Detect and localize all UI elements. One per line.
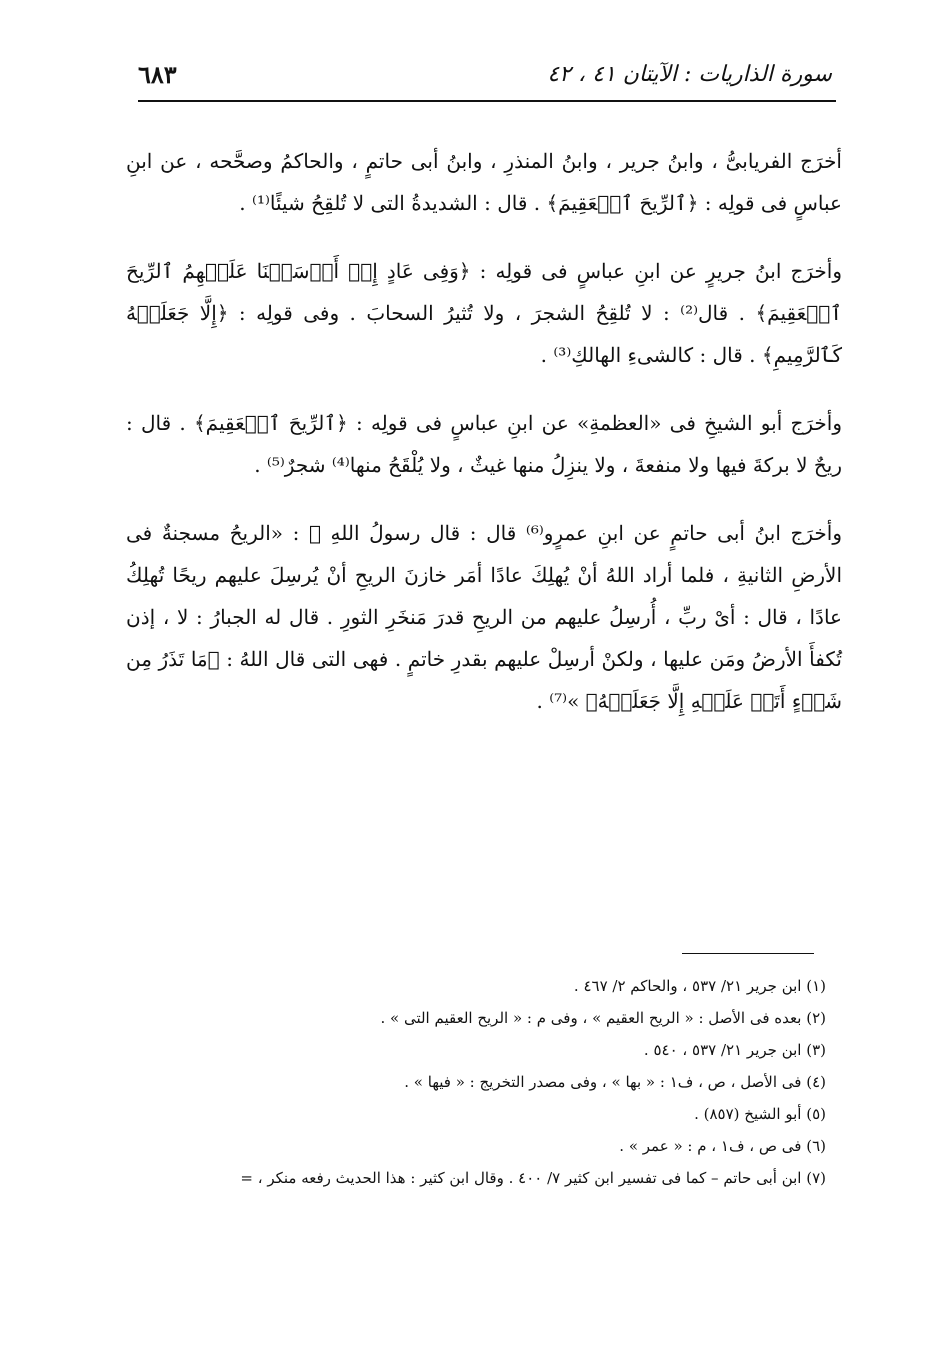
- footnote: (٧) ابن أبى حاتم – كما فى تفسير ابن كثير ٧/ ٤٠٠ . وقال ابن كثير : هذا الحديث رفعه منكر ، =: [240, 1169, 826, 1187]
- footnote: (٥) أبو الشيخ (٨٥٧) .: [694, 1105, 826, 1123]
- page-number: ٦٨٣: [138, 60, 177, 89]
- footnote: (٢) بعده فى الأصل : « الريح العقيم » ، وفى م : « الريح العقيم التى » .: [380, 1009, 826, 1027]
- paragraph: وأخرَج أبو الشيخِ فى «العظمةِ» عن ابنِ عباسٍ فى قولِه : ﴿ٱلرِّيحَ ٱلۡعَقِيمَ﴾ . قال : ريحٌ لا بركةَ فيها ولا منفعةَ ، ولا ينزِلُ منها غيثٌ ، ولا يُلْقَحُ منها⁽⁴⁾ شجرٌ⁽⁵⁾ .: [126, 411, 842, 477]
- footnote: (٤) فى الأصل ، ص ، ف١ : « بها » ، وفى مصدر التخريج : « فيها » .: [404, 1073, 826, 1091]
- footnote: (١) ابن جرير ٢١/ ٥٣٧ ، والحاكم ٢/ ٤٦٧ .: [573, 977, 826, 995]
- main-text: [126, 140, 842, 748]
- footnote-separator: [682, 953, 814, 954]
- paragraph: أخرَج الفريابىُّ ، وابنُ جرير ، وابنُ المنذرِ ، وابنُ أبى حاتمٍ ، والحاكمُ وصحَّحه ، عن ابنِ عباسٍ فى قولِه : ﴿ٱلرِّيحَ ٱلۡعَقِيمَ﴾ . قال : الشديدةُ التى لا تُلقِحُ شيئًا⁽¹⁾ .: [126, 149, 842, 215]
- running-title: سورة الذاريات : الآيتان ٤١ ، ٤٢: [547, 62, 832, 87]
- footnotes: [126, 970, 826, 1194]
- footnote: (٣) ابن جرير ٢١/ ٥٣٧ ، ٥٤٠ .: [643, 1041, 826, 1059]
- header-rule: [138, 100, 836, 102]
- page-header: [138, 58, 832, 98]
- paragraph: وأخرَج ابنُ أبى حاتمٍ عن ابنِ عمرٍو⁽⁶⁾ قال : قال رسولُ اللهِ ﷺ : «الريحُ مسجنةٌ فى الأرضِ الثانيةِ ، فلما أراد اللهُ أنْ يُهلِكَ عادًا أمَر خازنَ الريحِ أنْ يُرسِلَ عليهم ريحًا تُهلِكُ عادًا ، قال : أىْ ربِّ ، أُرسِلُ عليهم من الريحِ قدرَ مَنخَرِ الثورِ . قال له الجبارُ : لا ، إذن تُكفأَ الأرضُ ومَن عليها ، ولكنْ أرسِلْ عليهم بقدرِ خاتمٍ . فهى التى قال اللهُ : ﴿مَا تَذَرُ مِن شَىۡءٍ أَتَتۡ عَلَيۡهِ إِلَّا جَعَلَتۡهُ﴾ »⁽⁷⁾ .: [126, 521, 842, 713]
- paragraph: وأخرَج ابنُ جريرٍ عن ابنِ عباسٍ فى قولِه : ﴿وَفِى عَادٍ إِذۡ أَرۡسَلۡنَا عَلَيۡهِمُ ٱلرِّيحَ ٱلۡعَقِيمَ﴾ . قال⁽²⁾ : لا تُلقِحُ الشجرَ ، ولا تُثيرُ السحابَ . وفى قولِه : ﴿إِلَّا جَعَلَتۡهُ كَٱلرَّمِيمِ﴾ . قال : كالشىءِ الهالكِ⁽³⁾ .: [126, 259, 842, 367]
- footnote: (٦) فى ص ، ف١ ، م : « عمر » .: [619, 1137, 826, 1155]
